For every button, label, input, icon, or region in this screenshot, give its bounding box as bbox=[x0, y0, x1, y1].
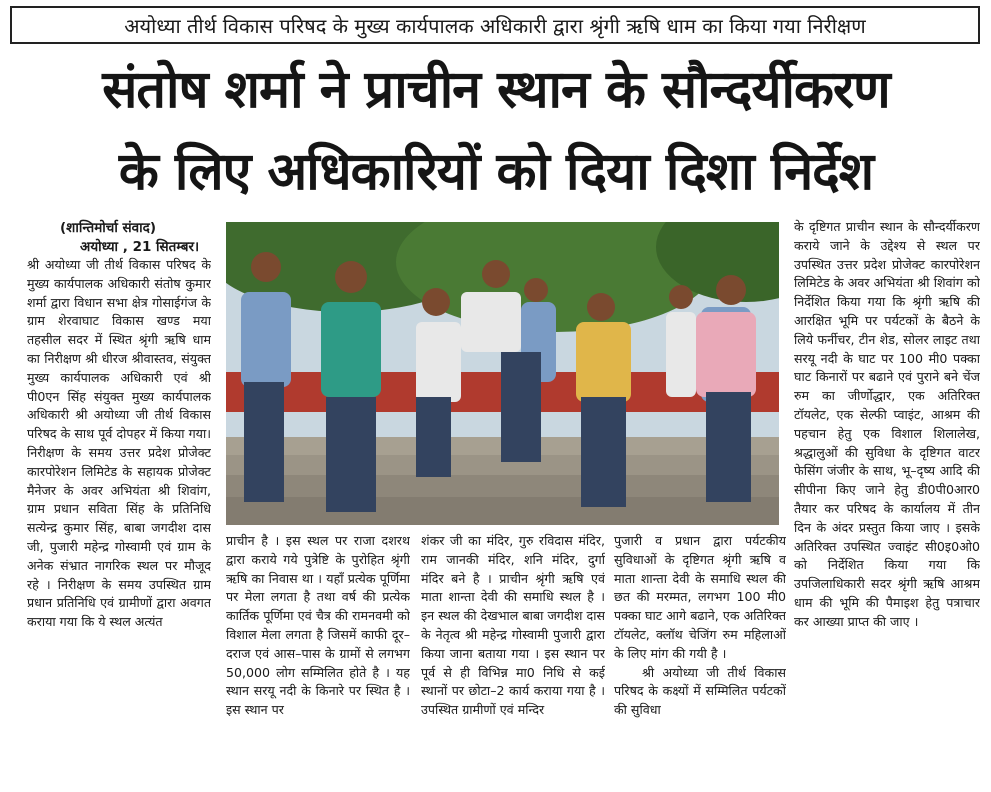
article-column-1 bbox=[27, 256, 211, 786]
column-4-text-a: पुजारी व प्रधान द्वारा पर्यटकीय सुविधाओं के दृष्टिगत श्रृंगी ऋषि व माता शान्ता देवी के समाधि स्थल की छत की मरम्मत, लगभग 100 मी0 पक्का घाट आगे बढाने, एक अतिरिक्त टॉयलेट, क्लॉथ चेजिंग रुम महिलाओं के लिए मांग की गयी है । bbox=[614, 533, 786, 661]
article-column-5 bbox=[794, 218, 980, 786]
column-4-text-b: श्री अयोध्या जी तीर्थ विकास परिषद के कक्ष्यों में सम्मिलित पर्यटकों की सुविधा bbox=[614, 664, 786, 718]
column-3-text: शंकर जी का मंदिर, गुरु रविदास मंदिर, राम जानकी मंदिर, शनि मंदिर, दुर्गा मंदिर बने है । प्राचीन श्रृंगी ऋषि एवं माता शान्ता देवी की समाधि स्थल है । इन स्थल की देखभाल बाबा जगदीश दास के नेतृत्व श्री महेन्द्र गोस्वामी पुजारी द्वारा किया जाना बताया गया । इस स्थान पर पूर्व से ही विभिन्न मा0 निधि से कई स्थानों पर छोटा–2 कार्य कराया गया है ।उपस्थित ग्रामीणों एवं मन्दिर bbox=[421, 533, 605, 718]
kicker-box bbox=[10, 6, 980, 44]
photo-illustration bbox=[226, 222, 779, 525]
article-column-4 bbox=[614, 532, 786, 786]
byline-credit: (शान्तिमोर्चा संवाद) bbox=[60, 220, 157, 236]
headline-line-1: संतोष शर्मा ने प्राचीन स्थान के सौन्दर्यीकरण bbox=[102, 60, 890, 120]
news-photo bbox=[226, 222, 779, 525]
dateline: अयोध्या , 21 सितम्बर। bbox=[80, 239, 200, 255]
article-column-3 bbox=[421, 532, 605, 786]
article-column-2 bbox=[226, 532, 410, 786]
kicker-text: अयोध्या तीर्थ विकास परिषद के मुख्य कार्यपालक अधिकारी द्वारा श्रृंगी ऋषि धाम का किया गया निरीक्षण bbox=[124, 13, 866, 38]
column-5-text: के दृष्टिगत प्राचीन स्थान के सौन्दर्यीकरण कराये जाने के उद्देश्य से स्थल पर उपस्थित उत्तर प्रदेश प्रोजेक्ट कारपोरेशन लिमिटेड के अवर अभियंता श्री शिवांग को निर्देशित किया गया कि श्रृंगी ऋषि की आरक्षित भूमि पर पर्यटकों के बैठने के लिये फर्नीचर, टीन शेड, सोलर लाइट तथा सरयू नदी के घाट पर 100 मी0 पक्का घाट किनारों पर बढाने एवं पुराने बने चेंज रुम का जीर्णोद्धार, एक अतिरिक्त टॉयलेट, एक सेल्फी प्वाइंट, आश्रम की पहचान हेतु एक विशाल शिलालेख, श्रद्धालुओं की सुविधा के दृष्टिगत वाटर फेसिंग जंजीर के साथ, भू–दृष्य आदि की सीपीना किए जाने हेतु डी0पी0आर0 तैयार कर परिषद के कार्यालय में तीन दिन के अंदर प्रस्तुत किया जाए । इसके अतिरिक्त उपस्थित ज्वाइंट सी0इ0ओ0 को निर्देशित किया गया कि उपजिलाधिकारी सदर श्रृंगी ऋषि आश्रम धाम की भूमि की पैमाइश हेतु पत्राचार कर आख्या प्राप्त की जाए । bbox=[794, 219, 980, 629]
column-1-text: श्री अयोध्या जी तीर्थ विकास परिषद के मुख्य कार्यपालक अधिकारी संतोष कुमार शर्मा द्वारा विधान सभा क्षेत्र गोसाईगंज के ग्राम शेरवाघाट विकास खण्ड मया तहसील सदर में स्थित श्रृंगी ऋषि धाम का निरीक्षण श्री धीरज श्रीवास्तव, संयुक्त मुख्य कार्यपालक अधिकारी एवं श्री पी0एन सिंह संयुक्त मुख्य कार्यपालक अधिकारी श्री अयोध्या जी तीर्थ विकास परिषद के साथ पूर्व दोपहर में किया गया। निरीक्षण के समय उत्तर प्रदेश प्रोजेक्ट कारपोरेशन लिमिटेड के सहायक प्रोजेक्ट मैनेजर के अवर अभियंता श्री शिवांग, ग्राम प्रधान सविता सिंह के प्रतिनिधि सत्येन्द्र कुमार सिंह, बाबा जगदीश दास जी, पुजारी महेन्द्र गोस्वामी एवं ग्राम के अनेक संभ्रात नागरिक स्थल पर मौजूद रहे । निरीक्षण के समय उपस्थित ग्राम प्रधान प्रतिनिधि एवं ग्रामीणों द्वारा अवगत कराया गया कि ये स्थल अत्यंत bbox=[27, 257, 211, 630]
column-2-text: प्राचीन है । इस स्थल पर राजा दशरथ द्वारा कराये गये पुत्रेष्टि के पुरोहित श्रृंगी ऋषि का निवास था । यहाँ प्रत्येक पूर्णिमा पर मेला लगता है तथा वर्ष की प्रत्येक कार्तिक पूर्णिमा एवं चैत्र की रामनवमी को विशाल मेला लगता है जिसमें काफी दूर–दराज एवं आस–पास के ग्रामों से लगभग 50,000 लोग सम्मिलित होते है । यह स्थान सरयू नदी के किनारे पर स्थित है । इस स्थान पर bbox=[226, 533, 410, 718]
headline-line-2: के लिए अधिकारियों को दिया दिशा निर्देश bbox=[118, 142, 874, 202]
